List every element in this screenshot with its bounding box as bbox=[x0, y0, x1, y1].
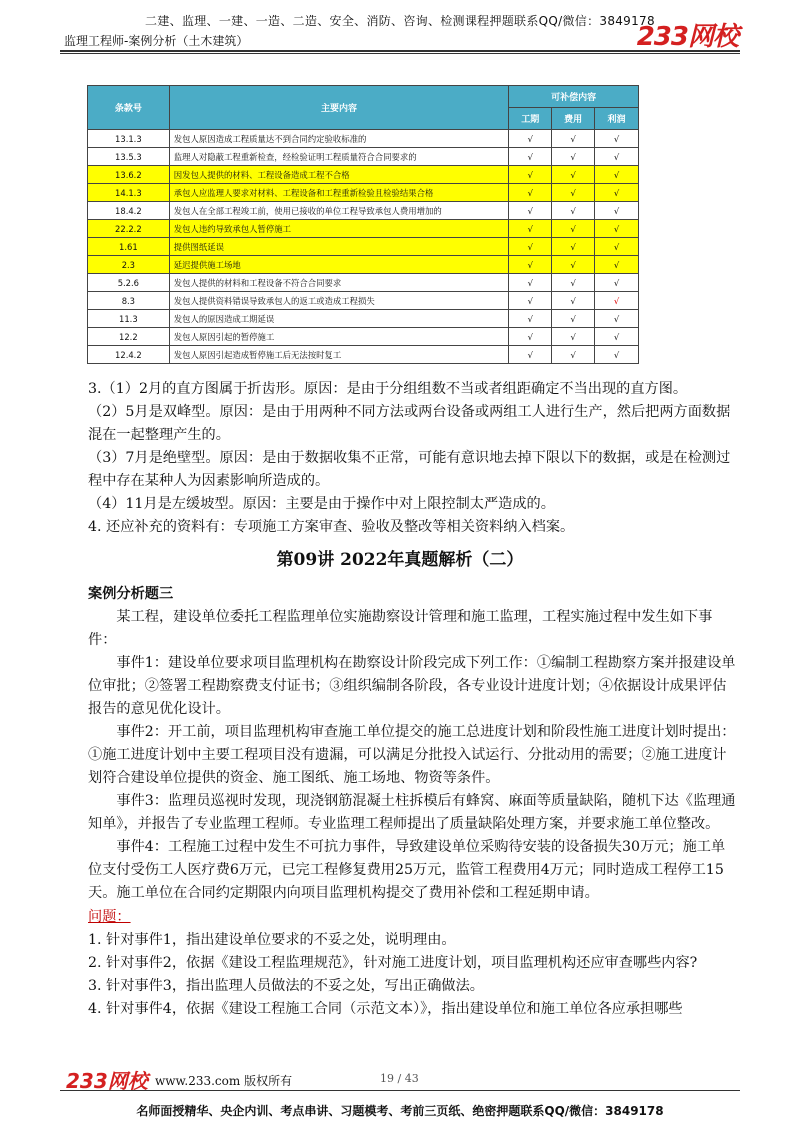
period-cell: √ bbox=[509, 184, 552, 202]
profit-cell: √ bbox=[595, 130, 639, 148]
event-3: 事件3：监理员巡视时发现，现浇钢筋混凝土柱拆模后有蜂窝、麻面等质量缺陷，随机下达《监理通知单》，并报告了专业监理工程师。专业监理工程师提出了质量缺陷处理方案，并要求施工单位整改。 bbox=[88, 793, 736, 832]
profit-cell: √ bbox=[595, 274, 639, 292]
cost-cell: √ bbox=[552, 220, 595, 238]
table-row bbox=[88, 238, 639, 256]
profit-cell: √ bbox=[595, 202, 639, 220]
table-row bbox=[88, 202, 639, 220]
period-cell: √ bbox=[509, 346, 552, 364]
table-row bbox=[88, 184, 639, 202]
period-cell: √ bbox=[509, 292, 552, 310]
cost-cell: √ bbox=[552, 256, 595, 274]
event-4: 事件4：工程施工过程中发生不可抗力事件，导致建设单位采购待安装的设备损失30万元；施工单位支付受伤工人医疗费6万元，已完工程修复费用25万元，监管工程费用4万元；同时造成工程停工15天。施工单位在合同约定期限内向项目监理机构提交了费用补偿和工程延期申请。 bbox=[88, 839, 726, 901]
period-cell: √ bbox=[509, 220, 552, 238]
clause-no-cell: 13.5.3 bbox=[88, 148, 170, 166]
clause-no-cell: 2.3 bbox=[88, 256, 170, 274]
answer-3-4: （4）11月是左缓坡型。原因：主要是由于操作中对上限控制太严造成的。 bbox=[88, 496, 555, 512]
profit-cell: √ bbox=[595, 184, 639, 202]
period-cell: √ bbox=[509, 166, 552, 184]
cost-cell: √ bbox=[552, 166, 595, 184]
period-cell: √ bbox=[509, 328, 552, 346]
table-row bbox=[88, 346, 639, 364]
period-cell: √ bbox=[509, 148, 552, 166]
period-cell: √ bbox=[509, 310, 552, 328]
header-profit: 利润 bbox=[595, 108, 639, 130]
profit-cell: √ bbox=[595, 328, 639, 346]
content-cell: 延迟提供施工场地 bbox=[169, 256, 509, 274]
period-cell: √ bbox=[509, 256, 552, 274]
profit-cell: √ bbox=[595, 238, 639, 256]
cost-cell: √ bbox=[552, 184, 595, 202]
lecture-title: 第09讲 2022年真题解析（二） bbox=[276, 550, 524, 570]
answer-3-2: （2）5月是双峰型。原因：是由于用两种不同方法或两台设备或两组工人进行生产，然后把两方面数据混在一起整理产生的。 bbox=[88, 404, 731, 443]
header-divider bbox=[60, 50, 740, 52]
event-2: 事件2：开工前，项目监理机构审查施工单位提交的施工总进度计划和阶段性施工进度计划时提出：①施工进度计划中主要工程项目没有遗漏，可以满足分批投入试运行、分批动用的需要；②施工进度计划符合建设单位提供的资金、施工图纸、施工场地、物资等条件。 bbox=[88, 724, 736, 786]
content-cell: 发包人原因引起的暂停施工 bbox=[169, 328, 509, 346]
table-row bbox=[88, 166, 639, 184]
cost-cell: √ bbox=[552, 148, 595, 166]
table-row bbox=[88, 256, 639, 274]
header-ad-line: 二建、监理、一建、一造、二造、安全、消防、咨询、检测课程押题联系QQ/微信：3849178 bbox=[145, 14, 655, 28]
content-cell: 因发包人提供的材料、工程设备造成工程不合格 bbox=[169, 166, 509, 184]
header-main-content: 主要内容 bbox=[169, 86, 509, 130]
content-cell: 发包人提供的材料和工程设备不符合合同要求 bbox=[169, 274, 509, 292]
cost-cell: √ bbox=[552, 346, 595, 364]
case-intro: 某工程，建设单位委托工程监理单位实施勘察设计管理和施工监理，工程实施过程中发生如下事件： bbox=[88, 609, 713, 648]
clause-no-cell: 12.4.2 bbox=[88, 346, 170, 364]
question-3: 3. 针对事件3，指出监理人员做法的不妥之处，写出正确做法。 bbox=[88, 978, 484, 994]
period-cell: √ bbox=[509, 130, 552, 148]
profit-cell: √ bbox=[595, 310, 639, 328]
table-row bbox=[88, 310, 639, 328]
period-cell: √ bbox=[509, 202, 552, 220]
case-title: 案例分析题三 bbox=[88, 586, 174, 602]
answer-3-3: （3）7月是绝壁型。原因：是由于数据收集不正常，可能有意识地去掉下限以下的数据，或是在检测过程中存在某种人为因素影响所造成的。 bbox=[88, 450, 731, 489]
profit-cell: √ bbox=[595, 148, 639, 166]
content-cell: 发包人原因造成工程质量达不到合同约定验收标准的 bbox=[169, 130, 509, 148]
content-cell: 发包人提供资料错误导致承包人的返工或造成工程损失 bbox=[169, 292, 509, 310]
footer-ad-line: 名师面授精华、央企内训、考点串讲、习题模考、考前三页纸、绝密押题联系QQ/微信：3849178 bbox=[136, 1104, 664, 1118]
clause-no-cell: 12.2 bbox=[88, 328, 170, 346]
clause-no-cell: 18.4.2 bbox=[88, 202, 170, 220]
profit-cell: √ bbox=[595, 292, 639, 310]
footer-site: www.233.com 版权所有 bbox=[155, 1074, 293, 1088]
cost-cell: √ bbox=[552, 310, 595, 328]
content-cell: 发包人在全部工程竣工前，使用已接收的单位工程导致承包人费用增加的 bbox=[169, 202, 509, 220]
answer-4: 4. 还应补充的资料有：专项施工方案审查、验收及整改等相关资料纳入档案。 bbox=[88, 519, 575, 535]
cost-cell: √ bbox=[552, 238, 595, 256]
clause-no-cell: 14.1.3 bbox=[88, 184, 170, 202]
footer-divider bbox=[60, 1090, 740, 1091]
content-cell: 发包人违约导致承包人暂停施工 bbox=[169, 220, 509, 238]
content-cell: 承包人应监理人要求对材料、工程设备和工程重新检验且检验结果合格 bbox=[169, 184, 509, 202]
period-cell: √ bbox=[509, 238, 552, 256]
content-cell: 监理人对隐蔽工程重新检查，经检验证明工程质量符合合同要求的 bbox=[169, 148, 509, 166]
clause-no-cell: 13.6.2 bbox=[88, 166, 170, 184]
questions-title: 问题： bbox=[88, 909, 131, 925]
header-clause-no: 条款号 bbox=[88, 86, 170, 130]
clause-no-cell: 13.1.3 bbox=[88, 130, 170, 148]
clause-no-cell: 22.2.2 bbox=[88, 220, 170, 238]
question-2: 2. 针对事件2，依据《建设工程监理规范》，针对施工进度计划，项目监理机构还应审查哪些内容? bbox=[88, 955, 698, 971]
header-period: 工期 bbox=[509, 108, 552, 130]
cost-cell: √ bbox=[552, 328, 595, 346]
table-row bbox=[88, 148, 639, 166]
clause-no-cell: 1.61 bbox=[88, 238, 170, 256]
header-compensable: 可补偿内容 bbox=[509, 86, 639, 108]
clause-no-cell: 5.2.6 bbox=[88, 274, 170, 292]
footer-logo: 233网校 bbox=[66, 1069, 148, 1093]
profit-cell: √ bbox=[595, 346, 639, 364]
content-cell: 发包人的原因造成工期延误 bbox=[169, 310, 509, 328]
question-4: 4. 针对事件4，依据《建设工程施工合同（示范文本）》，指出建设单位和施工单位各应承担哪些 bbox=[88, 1001, 683, 1017]
answer-3-1: 3.（1）2月的直方图属于折齿形。原因：是由于分组组数不当或者组距确定不当出现的直方图。 bbox=[88, 381, 688, 397]
table-row bbox=[88, 274, 639, 292]
table-row bbox=[88, 220, 639, 238]
cost-cell: √ bbox=[552, 202, 595, 220]
period-cell: √ bbox=[509, 274, 552, 292]
header-cost: 费用 bbox=[552, 108, 595, 130]
table-row bbox=[88, 328, 639, 346]
clause-no-cell: 8.3 bbox=[88, 292, 170, 310]
question-1: 1. 针对事件1，指出建设单位要求的不妥之处，说明理由。 bbox=[88, 932, 456, 948]
table-row bbox=[88, 292, 639, 310]
cost-cell: √ bbox=[552, 274, 595, 292]
document-subtitle: 监理工程师-案例分析（土木建筑） bbox=[64, 34, 249, 48]
profit-cell: √ bbox=[595, 166, 639, 184]
clause-no-cell: 11.3 bbox=[88, 310, 170, 328]
content-cell: 发包人原因引起造成暂停施工后无法按时复工 bbox=[169, 346, 509, 364]
profit-cell: √ bbox=[595, 256, 639, 274]
page-number: 19 / 43 bbox=[380, 1072, 419, 1085]
event-1: 事件1：建设单位要求项目监理机构在勘察设计阶段完成下列工作：①编制工程勘察方案并报建设单位审批；②签署工程勘察费支付证书；③组织编制各阶段，各专业设计进度计划；④依据设计成果评估报告的意见优化设计。 bbox=[88, 655, 736, 717]
brand-logo: 233网校 bbox=[636, 22, 738, 52]
compensation-table bbox=[87, 85, 639, 364]
profit-cell: √ bbox=[595, 220, 639, 238]
cost-cell: √ bbox=[552, 130, 595, 148]
header-divider-thin bbox=[60, 53, 740, 54]
cost-cell: √ bbox=[552, 292, 595, 310]
content-cell: 提供图纸延误 bbox=[169, 238, 509, 256]
table-row bbox=[88, 130, 639, 148]
